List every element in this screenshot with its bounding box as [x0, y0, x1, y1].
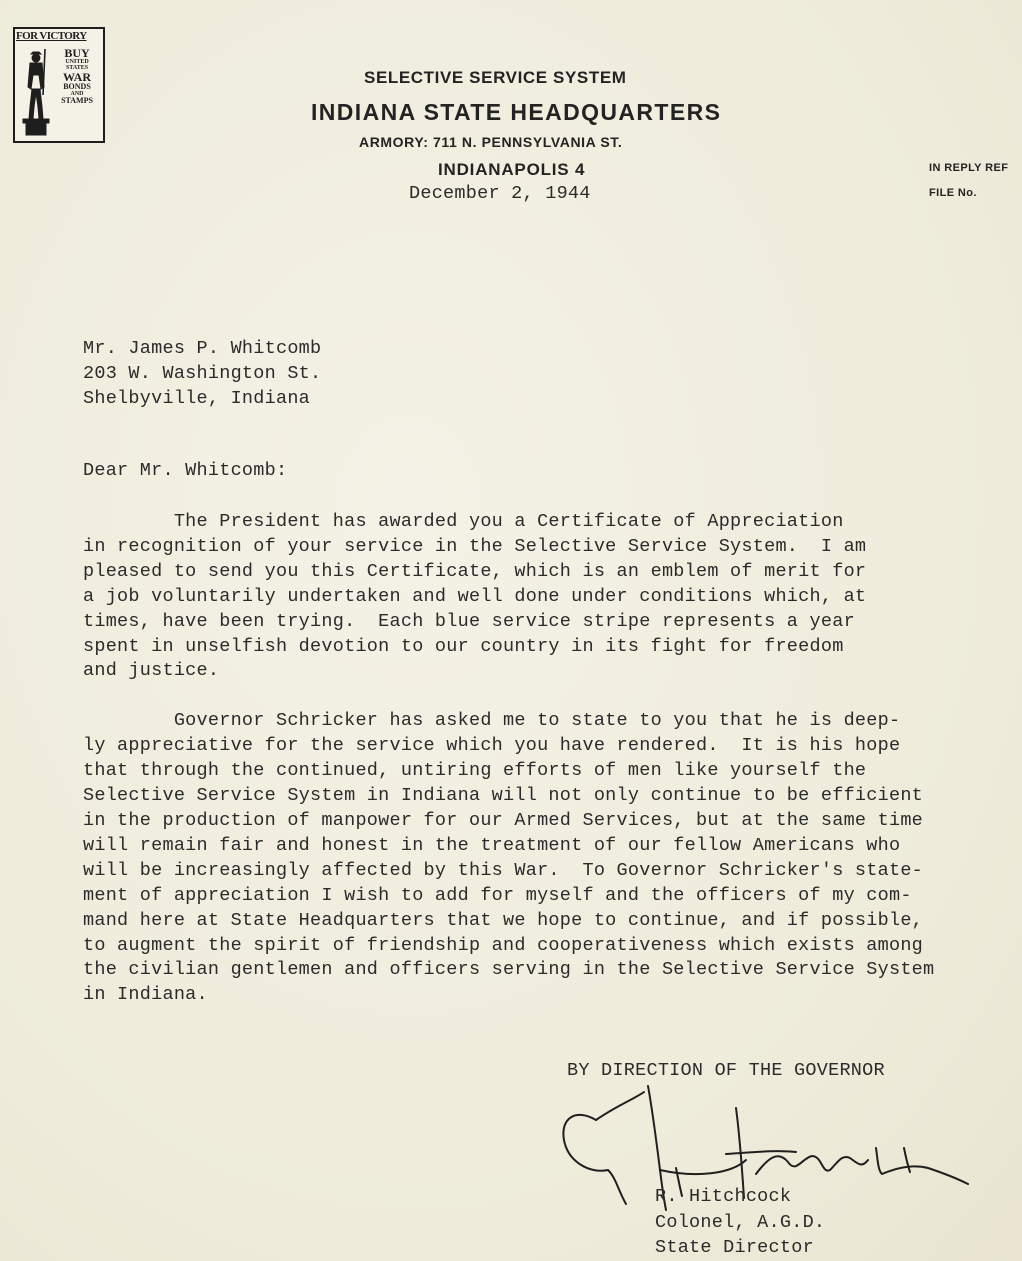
recipient-city: Shelbyville, Indiana [83, 388, 311, 409]
body-line: spent in unselfish devotion to our country in its fight for freedom [83, 635, 844, 657]
body-line: in the production of manpower for our Armed Services, but at the same time [83, 809, 924, 831]
body-line: pleased to send you this Certificate, which is an emblem of merit for [83, 560, 867, 582]
body-line: mand here at State Headquarters that we hope to continue, and if possible, [83, 909, 924, 931]
body-line: will remain fair and honest in the treatment of our fellow Americans who [83, 834, 901, 856]
body-line: ly appreciative for the service which you have rendered. It is his hope [83, 735, 901, 757]
body-line: in Indiana. [83, 984, 208, 1006]
signature-block [655, 1184, 825, 1261]
stamp-line: STAMPS [61, 96, 93, 105]
stamp-top-text: FOR VICTORY [16, 30, 87, 42]
paragraph-governor [83, 709, 934, 1008]
body-line: ment of appreciation I wish to add for myself and the officers of my com- [83, 884, 912, 906]
stamp-line: UNITED [65, 59, 89, 65]
recipient-street: 203 W. Washington St. [83, 363, 322, 384]
body-line: in recognition of your service in the Selective Service System. I am [83, 535, 867, 557]
file-number-label: FILE No. [929, 187, 977, 199]
stamp-line: WAR [62, 70, 91, 84]
closing-line: BY DIRECTION OF THE GOVERNOR [567, 1060, 885, 1081]
recipient-name: Mr. James P. Whitcomb [83, 338, 322, 359]
signatory-rank: Colonel, A.G.D. [655, 1211, 826, 1233]
war-bonds-stamp [13, 27, 105, 143]
signatory-title: State Director [655, 1237, 814, 1258]
body-line: times, have been trying. Each blue service stripe represents a year [83, 610, 855, 632]
body-line: Governor Schricker has asked me to state to you that he is deep- [83, 710, 901, 732]
recipient-address [83, 336, 321, 411]
body-line: the civilian gentlemen and officers serving in the Selective Service System [83, 959, 935, 981]
signatory-name: R. Hitchcock [655, 1186, 792, 1207]
body-line: to augment the spirit of friendship and cooperativeness which exists among [83, 934, 924, 956]
body-line: that through the continued, untiring efforts of men like yourself the [83, 760, 867, 782]
body-line: Selective Service System in Indiana will not only continue to be efficient [83, 785, 924, 807]
letterhead-title: INDIANA STATE HEADQUARTERS [311, 99, 722, 125]
paragraph-gap [83, 684, 934, 709]
reply-reference-label: IN REPLY REF [929, 162, 1009, 174]
letter-body [83, 510, 934, 1008]
stamp-line: AND [70, 91, 84, 97]
body-line: and justice. [83, 660, 220, 682]
paragraph-certificate [83, 510, 934, 684]
body-line: will be increasingly affected by this War. To Governor Schricker's state- [83, 859, 924, 881]
body-line: The President has awarded you a Certificate of Appreciation [83, 511, 844, 532]
letterhead-agency: SELECTIVE SERVICE SYSTEM [364, 68, 627, 87]
body-line: a job voluntarily undertaken and well done under conditions which, at [83, 585, 867, 607]
stamp-line: BONDS [63, 82, 91, 91]
salutation: Dear Mr. Whitcomb: [83, 460, 288, 481]
stamp-text [51, 47, 103, 105]
letterhead-city: INDIANAPOLIS 4 [438, 160, 586, 179]
letterhead-address: ARMORY: 711 N. PENNSYLVANIA ST. [359, 134, 623, 150]
stamp-line: BUY [64, 46, 90, 60]
minuteman-icon [21, 45, 51, 137]
stamp-line: STATES [65, 65, 89, 71]
letter-date: December 2, 1944 [409, 183, 591, 204]
